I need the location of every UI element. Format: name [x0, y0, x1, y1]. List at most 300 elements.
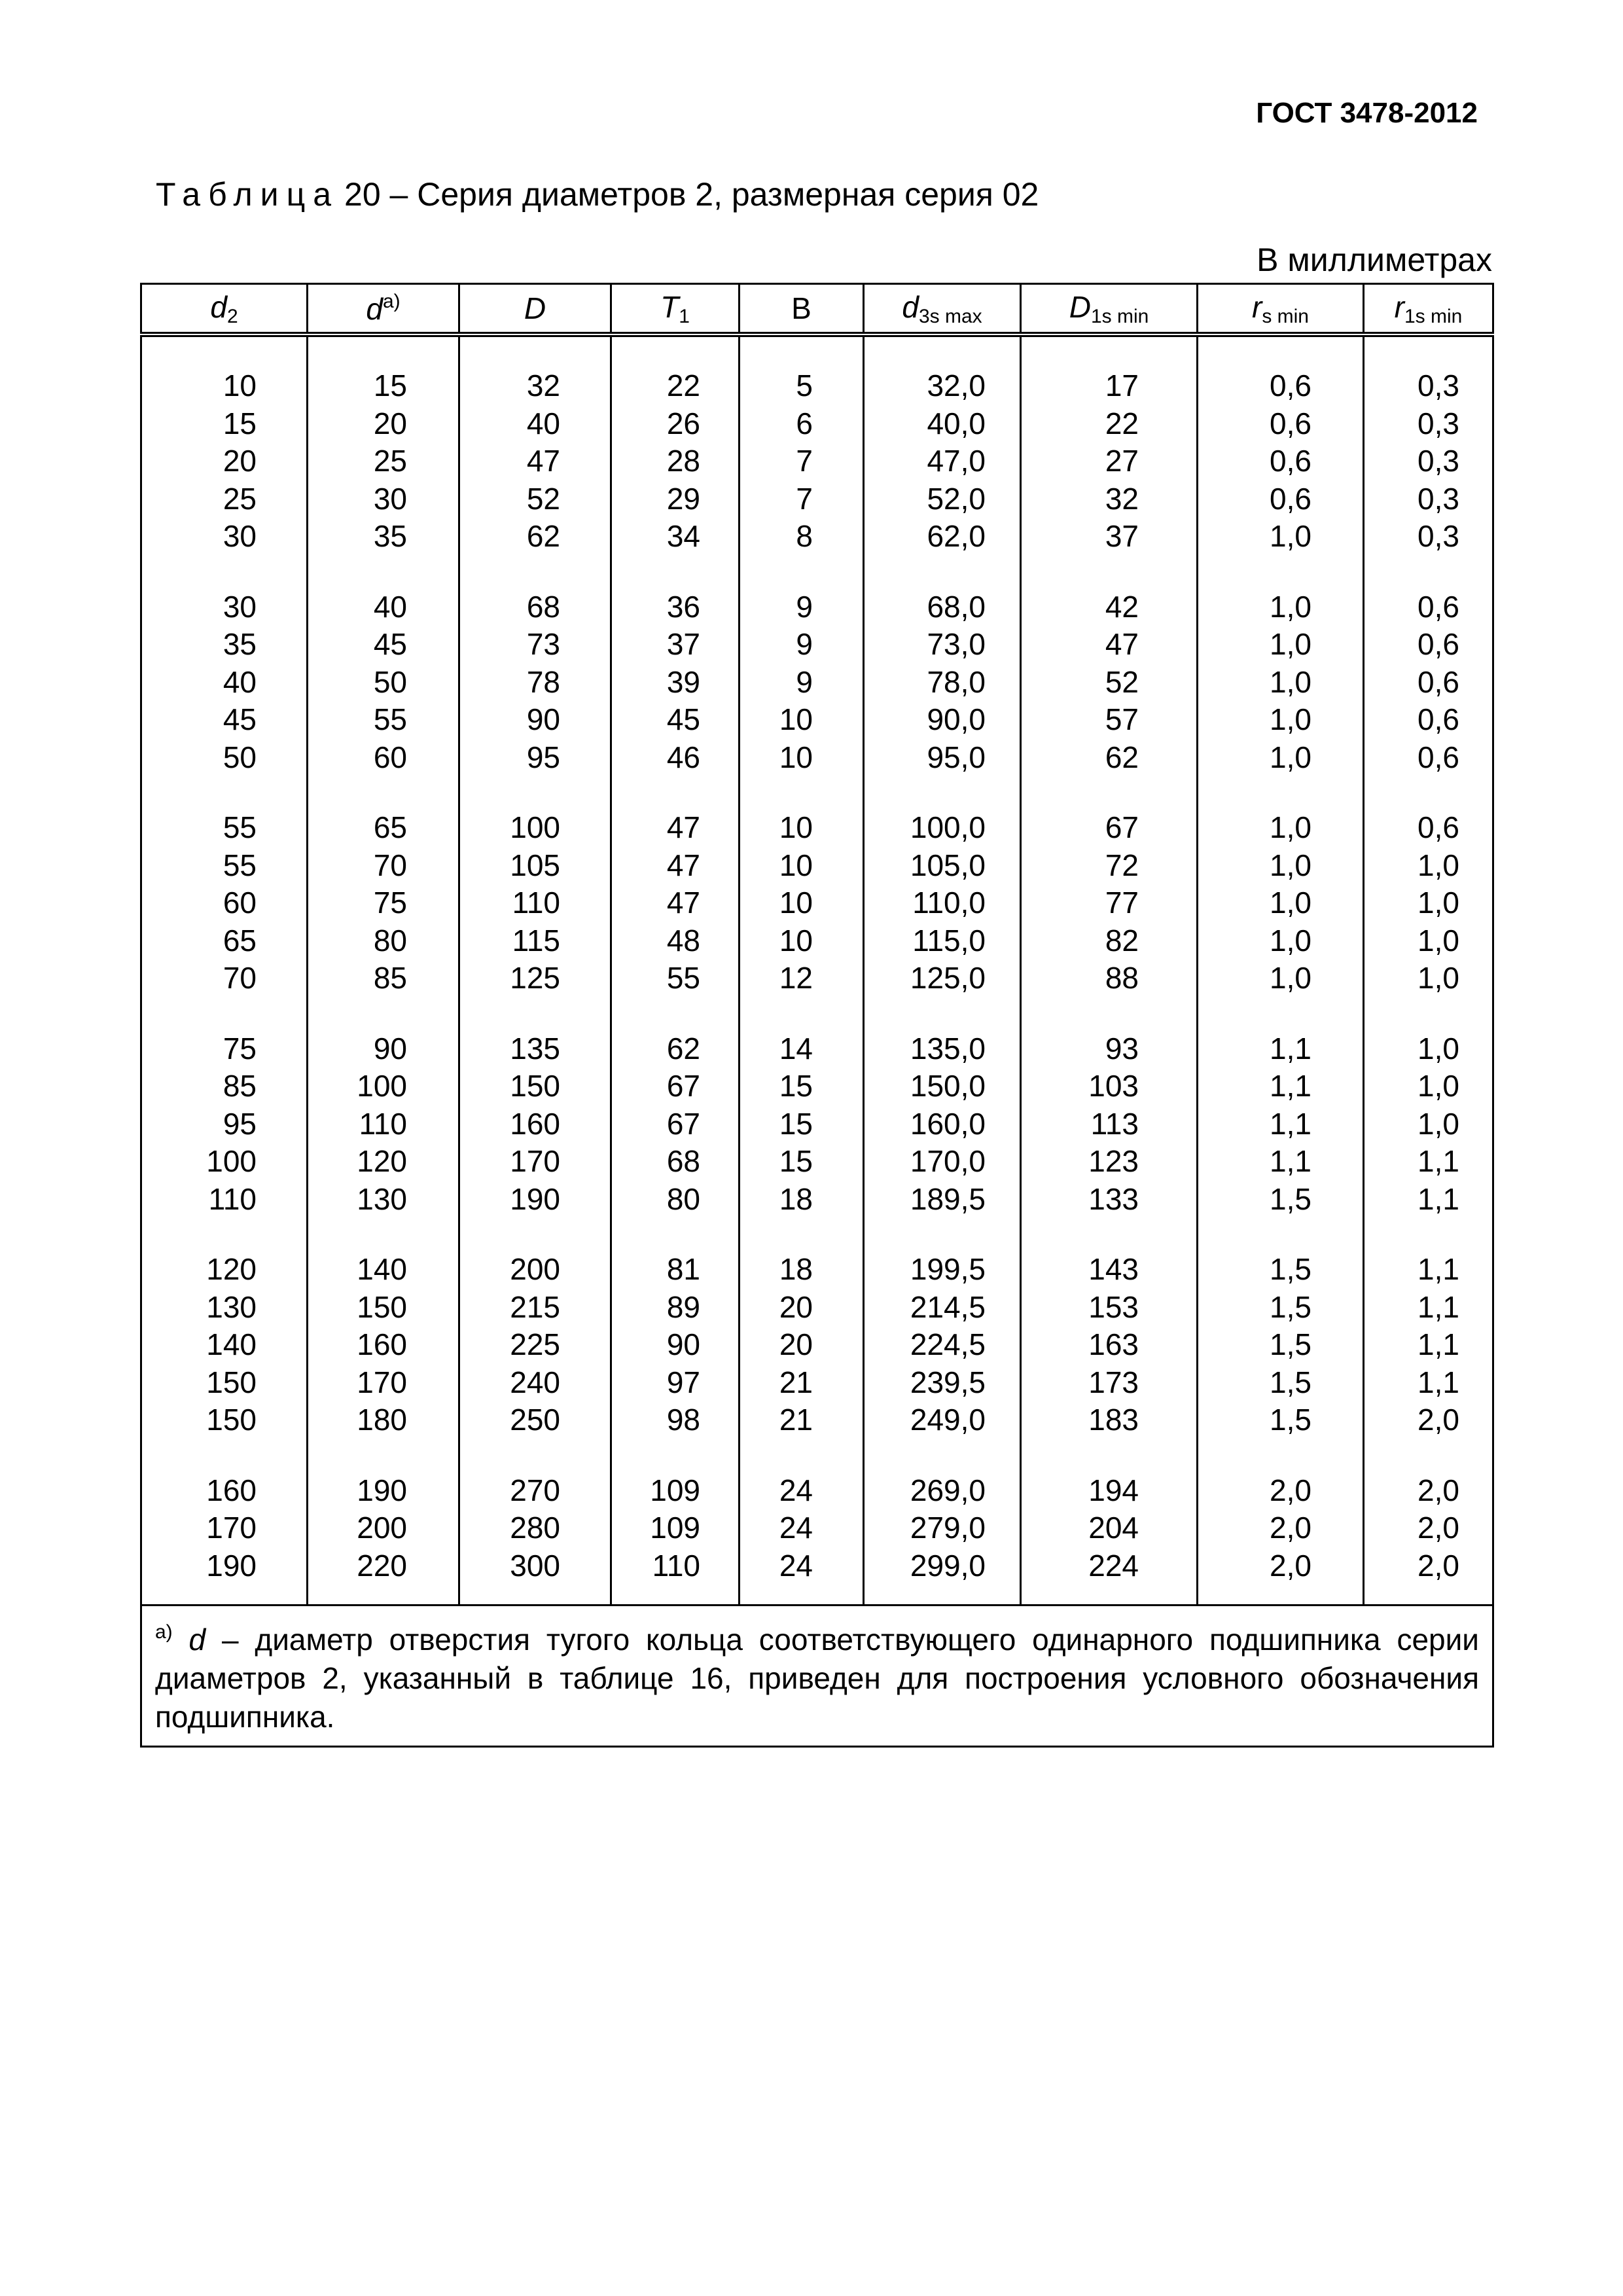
table-cell: 270 [459, 1472, 611, 1510]
column-header-subscript: 1s min [1404, 305, 1463, 327]
table-cell: 15 [740, 1067, 864, 1105]
table-cell: 60 [141, 884, 308, 922]
table-cell: 0,6 [1364, 626, 1493, 664]
table-row [141, 1509, 1493, 1547]
table-row [141, 701, 1493, 739]
spacer-cell [611, 997, 740, 1030]
table-cell: 0,3 [1364, 518, 1493, 556]
table-cell: 2,0 [1364, 1472, 1493, 1510]
table-cell: 115,0 [864, 922, 1021, 960]
table-cell: 39 [611, 664, 740, 702]
group-spacer [141, 1218, 1493, 1251]
table-cell: 110 [459, 884, 611, 922]
table-row [141, 960, 1493, 997]
spacer-cell [141, 556, 308, 588]
table-cell: 100 [459, 809, 611, 847]
table-cell: 70 [308, 847, 459, 885]
table-cell: 190 [141, 1547, 308, 1585]
table-cell: 68,0 [864, 588, 1021, 626]
spacer-cell [1364, 1218, 1493, 1251]
table-cell: 1,5 [1198, 1289, 1364, 1327]
table-cell: 78,0 [864, 664, 1021, 702]
spacer-cell [740, 556, 864, 588]
spacer-cell [141, 1585, 308, 1605]
table-cell: 93 [1021, 1030, 1198, 1068]
table-row [141, 1067, 1493, 1105]
table-cell: 2,0 [1198, 1472, 1364, 1510]
table-cell: 0,6 [1364, 809, 1493, 847]
table-cell: 1,0 [1198, 809, 1364, 847]
table-cell: 17 [1021, 367, 1198, 405]
table-cell: 55 [308, 701, 459, 739]
column-header-2 [308, 284, 459, 335]
table-cell: 1,1 [1364, 1143, 1493, 1181]
table-cell: 240 [459, 1364, 611, 1402]
table-cell: 0,6 [1198, 442, 1364, 480]
spacer-cell [1364, 1585, 1493, 1605]
footnote-symbol: d [188, 1623, 206, 1657]
column-header-9 [1364, 284, 1493, 335]
table-cell: 15 [740, 1105, 864, 1143]
table-cell: 50 [141, 739, 308, 777]
spacer-cell [740, 1585, 864, 1605]
spacer-cell [864, 1439, 1021, 1472]
table-cell: 95,0 [864, 739, 1021, 777]
spacer-cell [864, 1585, 1021, 1605]
table-row [141, 1326, 1493, 1364]
spacer-cell [740, 334, 864, 367]
spacer-cell [864, 334, 1021, 367]
spacer-cell [864, 1218, 1021, 1251]
table-cell: 110 [141, 1181, 308, 1219]
spacer-cell [1198, 1439, 1364, 1472]
table-cell: 67 [611, 1067, 740, 1105]
table-cell: 73 [459, 626, 611, 664]
table-cell: 0,6 [1198, 480, 1364, 518]
column-header-4 [611, 284, 740, 335]
table-cell: 269,0 [864, 1472, 1021, 1510]
table-row [141, 1181, 1493, 1219]
spacer-cell [308, 1439, 459, 1472]
table-cell: 57 [1021, 701, 1198, 739]
table-cell: 190 [459, 1181, 611, 1219]
table-cell: 10 [740, 739, 864, 777]
table-cell: 224 [1021, 1547, 1198, 1585]
table-cell: 34 [611, 518, 740, 556]
table-cell: 7 [740, 480, 864, 518]
table-cell: 225 [459, 1326, 611, 1364]
table-cell: 80 [611, 1181, 740, 1219]
table-cell: 36 [611, 588, 740, 626]
table-row [141, 1289, 1493, 1327]
table-cell: 45 [141, 701, 308, 739]
table-cell: 110 [308, 1105, 459, 1143]
table-cell: 72 [1021, 847, 1198, 885]
group-spacer [141, 334, 1493, 367]
table-cell: 1,1 [1198, 1067, 1364, 1105]
table-cell: 120 [308, 1143, 459, 1181]
table-cell: 24 [740, 1509, 864, 1547]
column-header-symbol: D [524, 291, 546, 325]
table-cell: 62 [1021, 739, 1198, 777]
group-spacer [141, 1439, 1493, 1472]
table-row [141, 1401, 1493, 1439]
spacer-cell [308, 556, 459, 588]
table-cell: 35 [141, 626, 308, 664]
table-cell: 1,1 [1364, 1326, 1493, 1364]
table-cell: 67 [1021, 809, 1198, 847]
spacer-cell [459, 334, 611, 367]
spacer-cell [141, 1218, 308, 1251]
table-cell: 6 [740, 405, 864, 443]
table-cell: 29 [611, 480, 740, 518]
table-cell: 105,0 [864, 847, 1021, 885]
table-cell: 37 [611, 626, 740, 664]
table-cell: 18 [740, 1181, 864, 1219]
table-cell: 299,0 [864, 1547, 1021, 1585]
table-row [141, 626, 1493, 664]
table-cell: 62 [459, 518, 611, 556]
table-cell: 239,5 [864, 1364, 1021, 1402]
spacer-cell [1364, 997, 1493, 1030]
table-cell: 1,0 [1364, 960, 1493, 997]
table-cell: 190 [308, 1472, 459, 1510]
table-cell: 160 [141, 1472, 308, 1510]
spacer-cell [611, 1585, 740, 1605]
table-cell: 160 [308, 1326, 459, 1364]
table-cell: 135 [459, 1030, 611, 1068]
table-cell: 224,5 [864, 1326, 1021, 1364]
table-cell: 1,5 [1198, 1251, 1364, 1289]
table-cell: 0,6 [1364, 664, 1493, 702]
table-cell: 10 [740, 847, 864, 885]
table-cell: 140 [308, 1251, 459, 1289]
table-cell: 40,0 [864, 405, 1021, 443]
table-cell: 8 [740, 518, 864, 556]
table-cell: 25 [308, 442, 459, 480]
column-header-subscript: 2 [226, 305, 238, 327]
table-cell: 21 [740, 1401, 864, 1439]
table-cell: 20 [308, 405, 459, 443]
table-cell: 249,0 [864, 1401, 1021, 1439]
column-header-symbol: D [1069, 289, 1091, 324]
table-cell: 100,0 [864, 809, 1021, 847]
table-row [141, 739, 1493, 777]
table-cell: 90 [308, 1030, 459, 1068]
spacer-cell [459, 1585, 611, 1605]
table-cell: 30 [141, 518, 308, 556]
table-cell: 143 [1021, 1251, 1198, 1289]
table-cell: 55 [141, 809, 308, 847]
spacer-cell [740, 776, 864, 809]
table-cell: 90 [611, 1326, 740, 1364]
table-row [141, 1105, 1493, 1143]
table-cell: 60 [308, 739, 459, 777]
table-cell: 150 [459, 1067, 611, 1105]
table-cell: 75 [141, 1030, 308, 1068]
spacer-cell [1198, 334, 1364, 367]
table-cell: 200 [308, 1509, 459, 1547]
table-cell: 1,0 [1364, 1067, 1493, 1105]
table-row [141, 588, 1493, 626]
table-cell: 120 [141, 1251, 308, 1289]
column-header-superscript: а) [382, 290, 401, 312]
table-cell: 89 [611, 1289, 740, 1327]
table-row [141, 1472, 1493, 1510]
group-spacer [141, 1585, 1493, 1605]
table-cell: 2,0 [1364, 1547, 1493, 1585]
column-header-subscript: 1s min [1090, 305, 1149, 327]
table-cell: 47 [611, 847, 740, 885]
table-cell: 47 [459, 442, 611, 480]
table-cell: 100 [308, 1067, 459, 1105]
spacer-cell [740, 1218, 864, 1251]
table-row [141, 367, 1493, 405]
table-cell: 10 [740, 809, 864, 847]
spacer-cell [611, 776, 740, 809]
table-cell: 2,0 [1364, 1509, 1493, 1547]
group-spacer [141, 556, 1493, 588]
spacer-cell [141, 997, 308, 1030]
table-cell: 183 [1021, 1401, 1198, 1439]
spacer-cell [611, 334, 740, 367]
footnote [141, 1605, 1493, 1747]
table-cell: 46 [611, 739, 740, 777]
column-header-subscript: 3s max [918, 305, 982, 327]
spacer-cell [611, 1218, 740, 1251]
table-cell: 9 [740, 664, 864, 702]
table-cell: 280 [459, 1509, 611, 1547]
table-cell: 170 [141, 1509, 308, 1547]
table-cell: 1,0 [1198, 664, 1364, 702]
group-spacer [141, 776, 1493, 809]
spacer-cell [1198, 1585, 1364, 1605]
column-header-symbol: d [210, 289, 227, 324]
table-row [141, 1143, 1493, 1181]
table-cell: 22 [611, 367, 740, 405]
table-row [141, 518, 1493, 556]
spacer-cell [1021, 1218, 1198, 1251]
spacer-cell [1021, 776, 1198, 809]
table-cell: 67 [611, 1105, 740, 1143]
column-header-symbol: T [660, 289, 679, 324]
spacer-cell [1021, 556, 1198, 588]
table-row [141, 1547, 1493, 1585]
spacer-cell [308, 1218, 459, 1251]
table-cell: 1,0 [1364, 1030, 1493, 1068]
table-cell: 75 [308, 884, 459, 922]
spacer-cell [1198, 1218, 1364, 1251]
table-cell: 2,0 [1198, 1547, 1364, 1585]
table-cell: 52 [1021, 664, 1198, 702]
table-cell: 150 [141, 1364, 308, 1402]
spacer-cell [740, 997, 864, 1030]
table-cell: 130 [308, 1181, 459, 1219]
spacer-cell [459, 1439, 611, 1472]
spacer-cell [1198, 997, 1364, 1030]
table-row [141, 1030, 1493, 1068]
spacer-cell [1364, 1439, 1493, 1472]
table-cell: 45 [308, 626, 459, 664]
table-cell: 80 [308, 922, 459, 960]
table-cell: 10 [740, 884, 864, 922]
table-cell: 1,0 [1198, 588, 1364, 626]
table-cell: 85 [141, 1067, 308, 1105]
footnote-marker: а) [155, 1621, 173, 1643]
table-cell: 113 [1021, 1105, 1198, 1143]
table-cell: 150,0 [864, 1067, 1021, 1105]
table-cell: 62 [611, 1030, 740, 1068]
table-cell: 1,0 [1198, 518, 1364, 556]
table-cell: 204 [1021, 1509, 1198, 1547]
table-cell: 20 [740, 1326, 864, 1364]
table-cell: 15 [141, 405, 308, 443]
table-cell: 25 [141, 480, 308, 518]
table-cell: 65 [141, 922, 308, 960]
table-cell: 52 [459, 480, 611, 518]
spacer-cell [141, 334, 308, 367]
table-cell: 300 [459, 1547, 611, 1585]
table-cell: 189,5 [864, 1181, 1021, 1219]
spacer-cell [611, 556, 740, 588]
table-cell: 1,1 [1364, 1289, 1493, 1327]
spacer-cell [1021, 1439, 1198, 1472]
table-cell: 0,6 [1364, 701, 1493, 739]
table-header-row [141, 284, 1493, 335]
table-cell: 81 [611, 1251, 740, 1289]
table-cell: 48 [611, 922, 740, 960]
table-cell: 40 [459, 405, 611, 443]
table-cell: 160 [459, 1105, 611, 1143]
table-cell: 47 [611, 884, 740, 922]
table-cell: 32 [459, 367, 611, 405]
spacer-cell [1364, 556, 1493, 588]
table-cell: 9 [740, 588, 864, 626]
bearing-dimensions-table [140, 283, 1494, 1748]
column-header-7 [1021, 284, 1198, 335]
column-header-symbol: r [1394, 289, 1404, 324]
table-cell: 0,6 [1198, 405, 1364, 443]
table-title-text: 20 – Серия диаметров 2, размерная серия 02 [344, 176, 1039, 213]
table-cell: 170,0 [864, 1143, 1021, 1181]
table-cell: 37 [1021, 518, 1198, 556]
table-cell: 180 [308, 1401, 459, 1439]
spacer-cell [459, 556, 611, 588]
table-cell: 1,1 [1198, 1143, 1364, 1181]
table-row [141, 1251, 1493, 1289]
table-cell: 95 [141, 1105, 308, 1143]
spacer-cell [459, 776, 611, 809]
table-cell: 1,0 [1364, 847, 1493, 885]
table-cell: 10 [141, 367, 308, 405]
table-cell: 55 [611, 960, 740, 997]
table-cell: 30 [141, 588, 308, 626]
table-cell: 153 [1021, 1289, 1198, 1327]
table-row [141, 480, 1493, 518]
table-title-label: Таблица [156, 176, 340, 213]
table-cell: 32 [1021, 480, 1198, 518]
table-cell: 62,0 [864, 518, 1021, 556]
table-cell: 21 [740, 1364, 864, 1402]
table-cell: 1,5 [1198, 1181, 1364, 1219]
column-header-subscript: s min [1262, 305, 1309, 327]
spacer-cell [141, 1439, 308, 1472]
spacer-cell [1021, 334, 1198, 367]
column-header-symbol: r [1251, 289, 1262, 324]
table-cell: 90 [459, 701, 611, 739]
table-cell: 12 [740, 960, 864, 997]
table-cell: 105 [459, 847, 611, 885]
table-cell: 24 [740, 1547, 864, 1585]
spacer-cell [1364, 334, 1493, 367]
table-cell: 150 [141, 1401, 308, 1439]
table-cell: 68 [611, 1143, 740, 1181]
table-cell: 115 [459, 922, 611, 960]
table-cell: 200 [459, 1251, 611, 1289]
table-cell: 47 [1021, 626, 1198, 664]
table-cell: 20 [740, 1289, 864, 1327]
table-row [141, 442, 1493, 480]
table-cell: 279,0 [864, 1509, 1021, 1547]
table-cell: 2,0 [1198, 1509, 1364, 1547]
table-cell: 42 [1021, 588, 1198, 626]
table-cell: 65 [308, 809, 459, 847]
table-cell: 47 [611, 809, 740, 847]
table-cell: 163 [1021, 1326, 1198, 1364]
table-cell: 1,1 [1364, 1181, 1493, 1219]
table-cell: 0,6 [1364, 739, 1493, 777]
table-cell: 10 [740, 701, 864, 739]
table-cell: 0,3 [1364, 442, 1493, 480]
table-cell: 1,5 [1198, 1364, 1364, 1402]
spacer-cell [864, 997, 1021, 1030]
spacer-cell [308, 997, 459, 1030]
table-row [141, 847, 1493, 885]
table-cell: 125 [459, 960, 611, 997]
table-cell: 250 [459, 1401, 611, 1439]
table-cell: 70 [141, 960, 308, 997]
table-cell: 100 [141, 1143, 308, 1181]
spacer-cell [740, 1439, 864, 1472]
table-cell: 10 [740, 922, 864, 960]
table-cell: 50 [308, 664, 459, 702]
table-cell: 1,1 [1364, 1251, 1493, 1289]
table-cell: 97 [611, 1364, 740, 1402]
spacer-cell [141, 776, 308, 809]
table-cell: 194 [1021, 1472, 1198, 1510]
column-header-8 [1198, 284, 1364, 335]
table-cell: 68 [459, 588, 611, 626]
table-cell: 0,3 [1364, 405, 1493, 443]
table-cell: 24 [740, 1472, 864, 1510]
table-cell: 15 [740, 1143, 864, 1181]
footnote-text: – диаметр отверстия тугого кольца соответствующего одинарного подшипника серии диаметров 2, указанный в таблице 16, приведен для построения условного обозначения подшипника. [155, 1623, 1480, 1734]
table-cell: 110 [611, 1547, 740, 1585]
spacer-cell [459, 1218, 611, 1251]
standard-number: ГОСТ 3478-2012 [1256, 97, 1478, 129]
table-row [141, 884, 1493, 922]
table-cell: 35 [308, 518, 459, 556]
table-cell: 0,3 [1364, 480, 1493, 518]
column-header-subscript: 1 [679, 305, 690, 327]
table-cell: 103 [1021, 1067, 1198, 1105]
table-cell: 78 [459, 664, 611, 702]
table-title [156, 175, 1039, 213]
spacer-cell [864, 776, 1021, 809]
units-note: В миллиметрах [1257, 242, 1492, 278]
table-cell: 14 [740, 1030, 864, 1068]
spacer-cell [308, 776, 459, 809]
